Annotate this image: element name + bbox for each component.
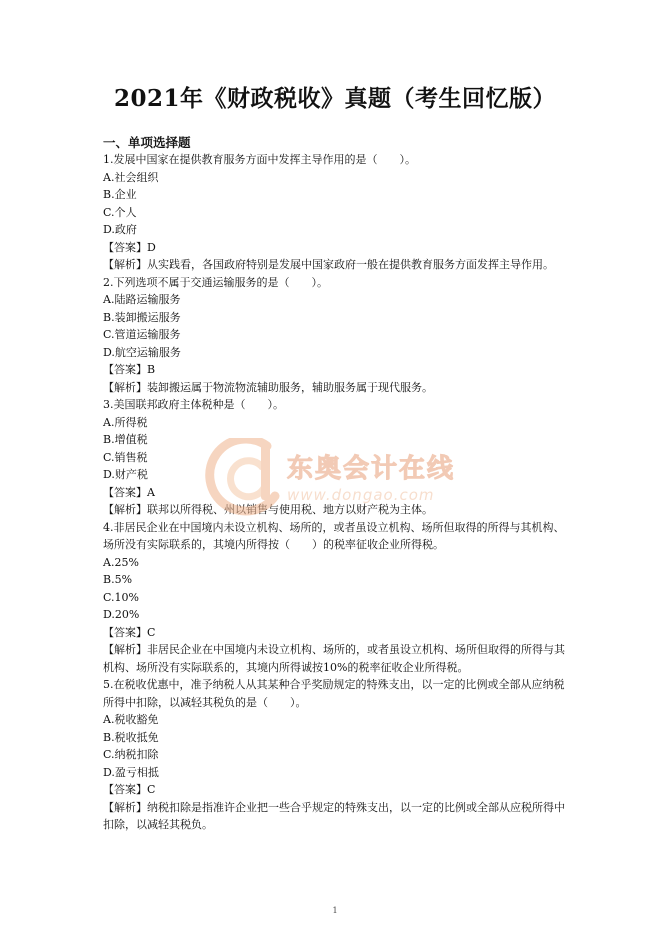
option-c: C.个人 [103, 205, 137, 219]
question-stem: 4.非居民企业在中国境内未设立机构、场所的，或者虽设立机构、场所但取得的所得与其机构、场所没有实际联系的，其境内所得按（ ）的税率征收企业所得税。 [103, 520, 565, 551]
option-d: D.政府 [103, 223, 137, 236]
page-title: 2021年《财政税收》真题（考生回忆版） [113, 85, 556, 112]
dongao-watermark [205, 434, 465, 534]
option-d: D.20% [103, 608, 140, 621]
page-number: 1 [332, 906, 338, 915]
analysis-text: 【解析】从实践看，各国政府特别是发展中国家政府一般在提供教育服务方面发挥主导作用。 [103, 258, 554, 271]
answer-line: 【答案】B [103, 363, 156, 376]
analysis-text: 【解析】联邦以所得税、州以销售与使用税、地方以财产税为主体。 [103, 503, 433, 516]
watermark-url: www.dongao.com [287, 486, 435, 504]
option-d: D.盈亏相抵 [103, 765, 159, 779]
option-a: A.税收豁免 [103, 713, 159, 726]
analysis-text: 【解析】装卸搬运属于物流物流辅助服务，辅助服务属于现代服务。 [103, 380, 433, 394]
answer-line: 【答案】D [103, 240, 156, 254]
option-b: B.企业 [103, 188, 137, 201]
question-block [103, 676, 573, 834]
option-c: C.10% [103, 590, 139, 604]
dongao-logo-icon [205, 438, 285, 522]
option-c: C.管道运输服务 [103, 328, 181, 341]
option-a: A.所得税 [103, 415, 148, 429]
question-block [103, 519, 573, 677]
answer-line: 【答案】A [103, 485, 155, 499]
question-block [103, 151, 573, 274]
option-d: D.财产税 [103, 468, 148, 481]
watermark-name: 东奥会计在线 [287, 454, 456, 484]
section-heading: 一、单项选择题 [103, 135, 191, 150]
option-a: A.25% [103, 555, 139, 569]
option-b: B.5% [103, 573, 133, 586]
option-a: A.社会组织 [103, 170, 159, 184]
option-a: A.陆路运输服务 [103, 293, 181, 306]
option-c: C.纳税扣除 [103, 748, 159, 761]
analysis-text: 【解析】非居民企业在中国境内未设立机构、场所的，或者虽设立机构、场所但取得的所得与其机构、场所没有实际联系的，其境内所得诚按10%的税率征收企业所得税。 [103, 643, 565, 674]
answer-line: 【答案】C [103, 625, 156, 639]
option-c: C.销售税 [103, 450, 148, 464]
answer-line: 【答案】C [103, 783, 156, 796]
question-stem: 3.美国联邦政府主体税种是（ ）。 [103, 398, 284, 411]
option-b: B.增值税 [103, 433, 148, 446]
question-stem: 1.发展中国家在提供教育服务方面中发挥主导作用的是（ ）。 [103, 153, 416, 166]
analysis-text: 【解析】纳税扣除是指准许企业把一些合乎规定的特殊支出，以一定的比例或全部从应税所得中扣除，以减轻其税负。 [103, 800, 565, 831]
question-stem: 2.下列选项不属于交通运输服务的是（ ）。 [103, 275, 328, 289]
option-d: D.航空运输服务 [103, 345, 181, 359]
option-b: B.税收抵免 [103, 730, 159, 744]
question-block [103, 274, 573, 397]
question-stem: 5.在税收优惠中，准予纳税人从其某种合乎奖励规定的特殊支出，以一定的比例或全部从应纳税所得中扣除，以减轻其税负的是（ ）。 [103, 678, 565, 709]
option-b: B.装卸搬运服务 [103, 310, 181, 324]
